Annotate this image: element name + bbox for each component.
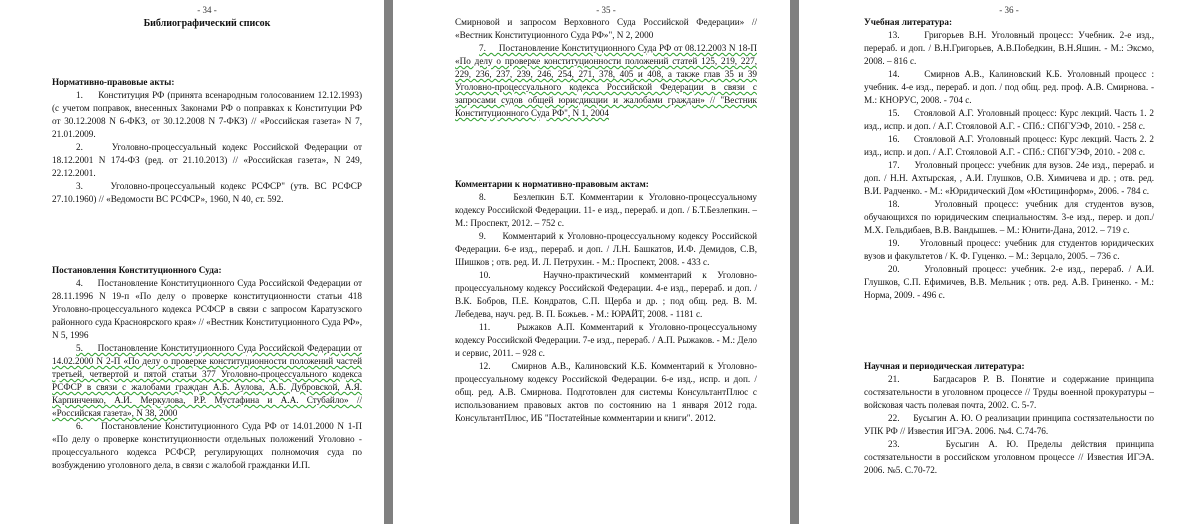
bibliography-entry: 17. Уголовный процесс: учебник для вузов. 24е изд., перераб. и доп. / Н.Н. Ахтырская, , А.И. Глушков, О.В. Химичева и др. ; отв. ред. В.И. Радченко. - М.: «Юридический Дом «Юстицинформ», 2006. - 784 с. (864, 160, 1154, 196)
document-page-34[interactable] (0, 0, 384, 524)
page-gutter (790, 0, 799, 524)
bibliography-entry: 10. Научно-практический комментарий к Уголовно-процессуальному кодексу Российской Федерации. 4-е изд., перераб. и доп. / В.К. Бобров, П.Е. Кондратов, С.П. Щерба и др. ; под общ. ред. В. М. Лебедева, науч. ред. В. П. Божьев. - М.: ЮРАЙТ, 2008. - 1181 с. (455, 270, 757, 319)
page-number: - 34 - (197, 5, 217, 15)
bibliography-entry: 11. Рыжаков А.П. Комментарий к Уголовно-процессуальному кодексу Российской Федерации. 7-е изд., перераб. / А.П. Рыжаков. - М.: Дело и сервис, 2011. – 928 с. (455, 322, 757, 358)
spacer (52, 47, 362, 60)
bibliography-entry: 1. Конституция РФ (принята всенародным голосованием 12.12.1993) (с учетом поправок, внесенных Законами РФ о поправках к Конституции РФ от 30.12.2008 N 6-ФКЗ, от 30.12.2008 N 7-ФКЗ) // «Российская газета» N 7, 21.01.2009. (52, 90, 362, 139)
bibliography-entry: 16. Стояловой А.Г. Уголовный процесс: Курс лекций. Часть 2. 2 изд., испр. и доп. / А.Г. Стояловой А.Г. - СПб.: СПбГУЭФ, 2010. - 208 с. (864, 134, 1154, 157)
bibliography-entry: 15. Стояловой А.Г. Уголовный процесс: Курс лекций. Часть 1. 2 изд., испр. и доп. / А.Г. Стояловой А.Г. - СПб.: СПбГУЭФ, 2010. - 258 с. (864, 108, 1154, 131)
page-title: Библиографический список (143, 18, 271, 29)
bibliography-entry (52, 342, 362, 420)
spacer (52, 222, 362, 248)
page-number: - 36 - (999, 5, 1019, 15)
bibliography-entry (455, 42, 757, 120)
section-heading: Научная и периодическая литература: (864, 361, 1025, 371)
page-body (52, 47, 362, 472)
page-body (455, 16, 757, 425)
section-heading: Постановления Конституционного Суда: (52, 265, 222, 275)
bibliography-entry: 18. Уголовный процесс: учебник для студентов вузов, обучающихся по юридическим специальностям. 3-е изд., перер. и доп./ М.Х. Гельдибаев, В.В. Вандышев. – М.: Юнити-Дана, 2012. – 719 с. (864, 199, 1154, 235)
section-heading: Комментарии к нормативно-правовым актам: (455, 179, 649, 189)
bibliography-entry: 22. Бусыгин А. Ю. О реализации принципа состязательности по УПК РФ // Известия ИГЭА. 2006. №4. С.74-76. (864, 413, 1154, 436)
bibliography-entry: 8. Безлепкин Б.Т. Комментарии к Уголовно-процессуальному кодексу Российской Федерации. 11- е изд., перераб. и доп. / Б.Т.Безлепкин. – М.: Проспект, 2012. – 752 с. (455, 192, 757, 228)
page-gutter (384, 0, 393, 524)
bibliography-entry: 20. Уголовный процесс: учебник. 2-е изд., перераб. / А.И. Глушков, С.П. Ефимичев, В.В. Мельник ; отв. ред. А.В. Гриненко. - М.: Норма, 2009. - 496 с. (864, 264, 1154, 300)
bibliography-entry: 6. Постановление Конституционного Суда РФ от 14.01.2000 N 1-П «По делу о проверке конституционности отдельных положений Уголовно - процессуального кодекса РСФСР, регулирующих полномочия суда по возбуждению уголовного дела, в связи с жалобой гражданки И.П. (52, 421, 362, 470)
spacer (455, 136, 757, 162)
bibliography-entry: 12. Смирнов А.В., Калиновский К.Б. Комментарий к Уголовно-процессуальному кодексу Российской Федерации. 6-е изд., испр. и доп. / общ. ред. А.В. Смирнова. Подготовлен для системы КонсультантПлюс с использованием правовых актов по состоянию на 1 января 2012 года. КонсультантПлюс, ИБ "Постатейные комментарии и книги". 2012. (455, 361, 757, 423)
bibliography-entry: 9. Комментарий к Уголовно-процессуальному кодексу Российской Федерации. 6-е изд., перераб. и доп. / Л.Н. Башкатов, И.Ф. Демидов, С.В, Шишков ; отв. ред. И. Л. Петрухин. - М.: Проспект, 2008. - 433 с. (455, 231, 757, 267)
bibliography-entry: 19. Уголовный процесс: учебник для студентов юридических вузов и факультетов / К. Ф. Гуценко. – М.: Зерцало, 2005. – 736 с. (864, 238, 1154, 261)
document-page-35[interactable] (393, 0, 790, 524)
entry-text: 5. Постановление Конституционного Суда Российской Федерации от 14.02.2000 N 2-П «По делу о проверке конституционности положений частей третьей, четвертой и пятой статьи 377 Уголовно-процессуального кодекса РСФСР в связи с жалобами граждан А.Б. Аулова, А.Б. Дубровской, А.Я. Карпинченко, А.И. Меркулова, Р.Р. Мустафина и А.А. Стубайло» // «Российская газета», N 38, 2000 (52, 343, 362, 418)
bibliography-entry: 21. Багдасаров Р. В. Понятие и содержание принципа состязательности в уголовном процессе // Труды военной прокуратуры – войсковая часть полевая почта, 2002. С. 5-7. (864, 374, 1154, 410)
section-heading: Нормативно-правовые акты: (52, 77, 175, 87)
bibliography-entry: Смирновой и запросом Верховного Суда Российской Федерации» // «Вестник Конституционного Суда РФ»", N 2, 2000 (455, 17, 757, 40)
entry-text: 7. Постановление Конституционного Суда РФ от 08.12.2003 N 18-П «По делу о проверке конституционности положений статей 125, 219, 227, 229, 236, 237, 239, 246, 254, 271, 378, 405 и 408, а также глав 35 и 39 Уголовно-процессуального кодекса Российской Федерации в связи с запросами судов общей юрисдикции и жалобами граждан» // "Вестник Конституционного Суда РФ", N 1, 2004 (455, 43, 757, 118)
bibliography-entry: 14. Смирнов А.В., Калиновский К.Б. Уголовный процесс : учебник. 4-е изд., перераб. и доп. / под общ. ред. проф. А.В. Смирнова. - М.: КНОРУС, 2008. - 704 с. (864, 69, 1154, 105)
bibliography-entry: 23. Бусыгин А. Ю. Пределы действия принципа состязательности в российском уголовном процессе // Известия ИГЭА. 2006. №5. С.70-72. (864, 439, 1154, 475)
spacer (864, 318, 1154, 344)
section-heading: Учебная литература: (864, 17, 953, 27)
bibliography-entry: 13. Григорьев В.Н. Уголовный процесс: Учебник. 2-е изд., перераб. и доп. / В.Н.Григорьев, А.В.Победкин, В.Н.Яшин. - М.: Эксмо, 2008. – 816 с. (864, 30, 1154, 66)
bibliography-entry: 2. Уголовно-процессуальный кодекс Российской Федерации от 18.12.2001 N 174-ФЗ (ред. от 21.10.2013) // «Российская газета», N 249, 22.12.2001. (52, 142, 362, 178)
page-body (864, 16, 1154, 477)
page-number: - 35 - (596, 5, 616, 15)
bibliography-entry: 4. Постановление Конституционного Суда Российской Федерации от 28.11.1996 N 19-п «По делу о проверке конституционности статьи 418 Уголовно-процессуального кодекса РСФСР в связи с запросом Каратузского районного суда Красноярского края» // «Вестник Конституционного Суда РФ», N 5, 1996 (52, 278, 362, 340)
bibliography-entry: 3. Уголовно-процессуальный кодекс РСФСР" (утв. ВС РСФСР 27.10.1960) // «Ведомости ВС РСФСР», 1960, N 40, ст. 592. (52, 181, 362, 204)
document-page-36[interactable] (799, 0, 1188, 524)
